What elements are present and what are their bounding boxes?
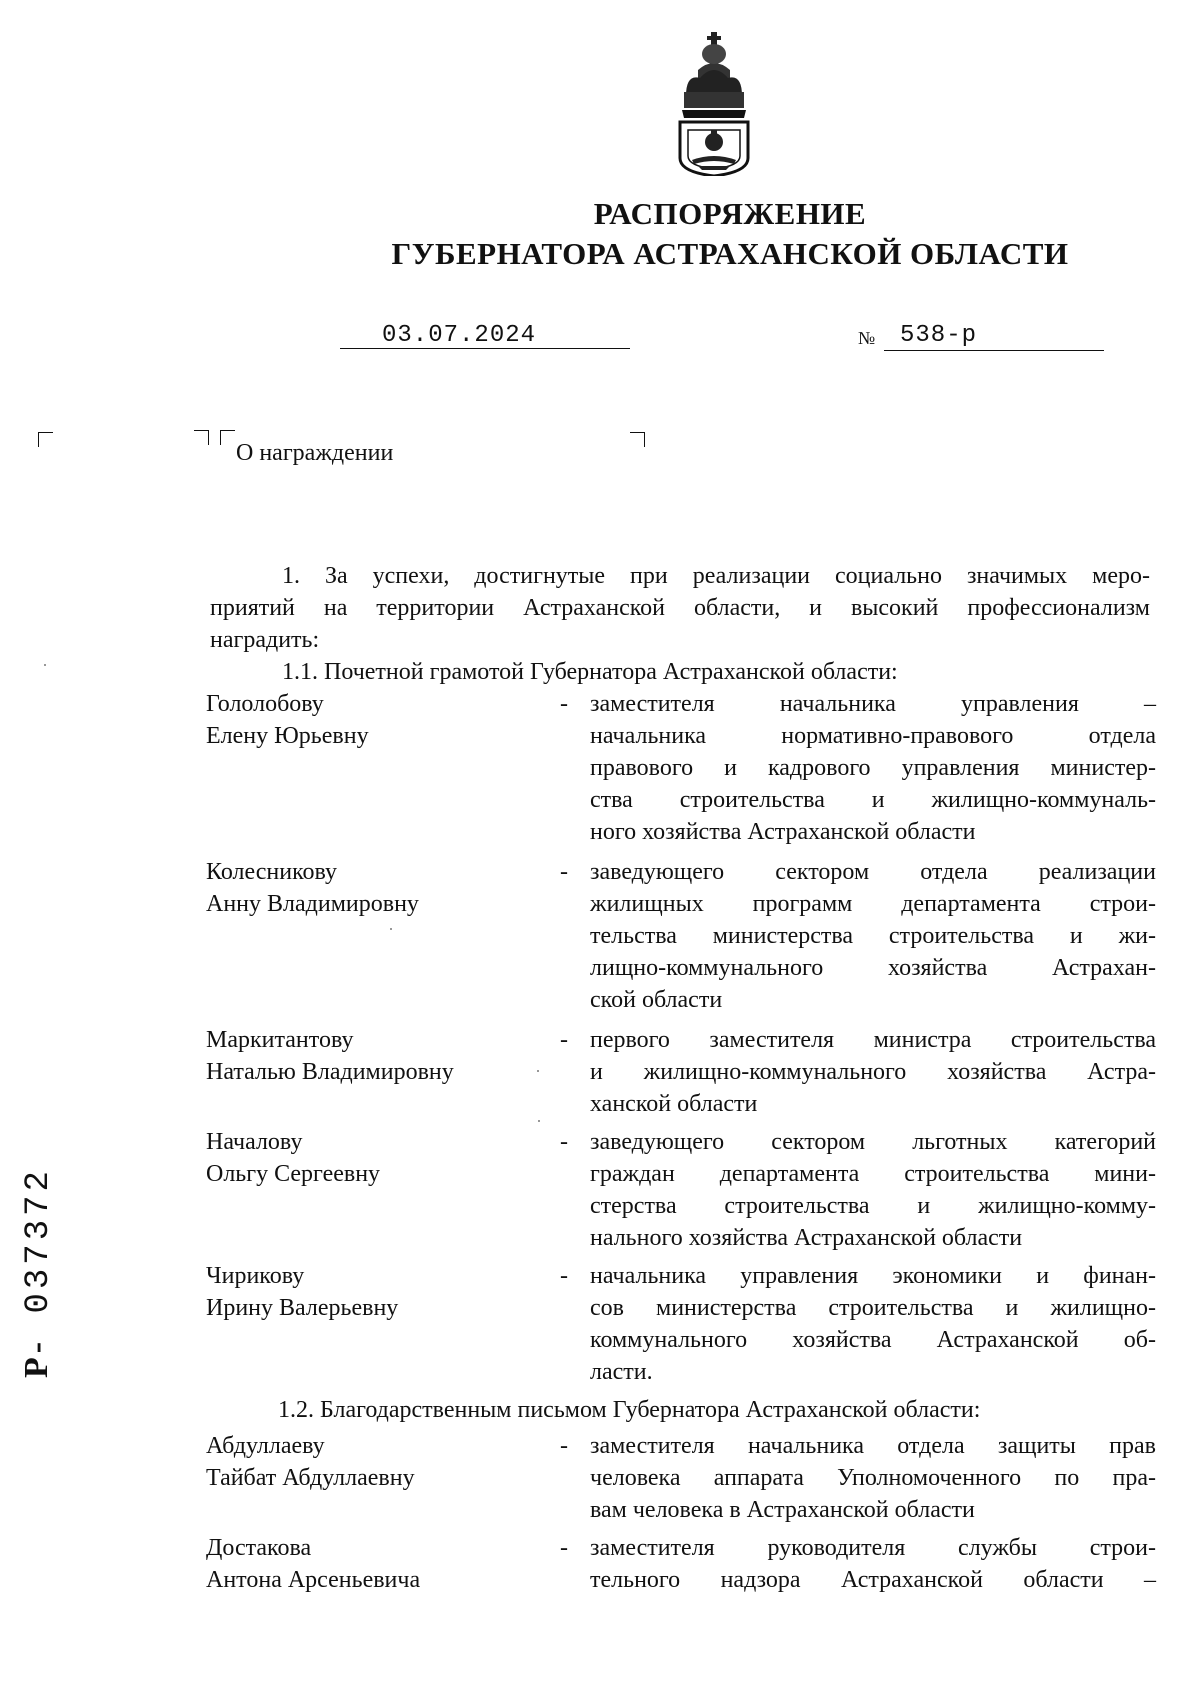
- position-line: ного хозяйства Астраханской области: [590, 819, 976, 845]
- scan-speck: [44, 664, 46, 666]
- awardee-given-name: Антона Арсеньевича: [206, 1567, 421, 1593]
- position-line: первого заместителя министра строительства: [590, 1027, 1156, 1053]
- dash-separator: -: [560, 1129, 568, 1155]
- position-line: ства строительства и жилищно-коммуналь-: [590, 787, 1156, 813]
- document-subject: О награждении: [236, 440, 394, 466]
- awardee-name: [206, 1260, 546, 1324]
- position-line: и жилищно-коммунального хозяйства Астра-: [590, 1059, 1156, 1085]
- document-date: 03.07.2024: [382, 322, 537, 349]
- awardee-given-name: Елену Юрьевну: [206, 723, 369, 749]
- number-label: №: [858, 328, 876, 348]
- paragraph-line: приятий на территории Астраханской области, и высокий профессионализм: [210, 595, 1150, 621]
- dash-separator: -: [560, 1263, 568, 1289]
- serial-prefix: Р-: [18, 1337, 55, 1378]
- awardee-position: [590, 1260, 1156, 1388]
- section-1-2-heading: 1.2. Благодарственным письмом Губернатора Астраханской области:: [278, 1397, 981, 1423]
- position-line: тельного надзора Астраханской области –: [590, 1567, 1156, 1593]
- awardee-name: [206, 1126, 546, 1190]
- awardee-position: [590, 1430, 1156, 1526]
- position-line: коммунального хозяйства Астраханской об-: [590, 1327, 1156, 1353]
- serial-digits: 037372: [20, 1167, 58, 1314]
- position-line: ласти.: [590, 1359, 653, 1385]
- subject-corner-mark: [194, 430, 209, 445]
- position-line: нального хозяйства Астраханской области: [590, 1225, 1023, 1251]
- awardee-surname: Гололобову: [206, 691, 324, 717]
- position-line: заведующего сектором отдела реализации: [590, 859, 1156, 885]
- awardee-surname: Достакова: [206, 1535, 312, 1561]
- awardee-surname: Абдуллаеву: [206, 1433, 325, 1459]
- position-line: ской области: [590, 987, 723, 1013]
- position-line: заместителя руководителя службы строи-: [590, 1535, 1156, 1561]
- number-underline: [884, 350, 1104, 351]
- margin-corner-mark: [38, 432, 53, 447]
- position-line: стерства строительства и жилищно-комму-: [590, 1193, 1156, 1219]
- scan-speck: [537, 1070, 539, 1072]
- scan-speck: [390, 928, 392, 930]
- coat-of-arms-icon: [668, 26, 760, 176]
- awardee-name: [206, 1430, 546, 1494]
- position-line: граждан департамента строительства мини-: [590, 1161, 1156, 1187]
- awardee-given-name: Тайбат Абдуллаевну: [206, 1465, 415, 1491]
- position-line: начальника управления экономики и финан-: [590, 1263, 1156, 1289]
- awardee-position: [590, 1024, 1156, 1120]
- paragraph-1: [210, 560, 1150, 656]
- position-line: человека аппарата Уполномоченного по пра-: [590, 1465, 1156, 1491]
- position-line: тельства министерства строительства и жи-: [590, 923, 1156, 949]
- position-line: заместителя начальника отдела защиты прав: [590, 1433, 1156, 1459]
- dash-separator: -: [560, 691, 568, 717]
- paragraph-line: 1. За успехи, достигнутые при реализации социально значимых меро-: [282, 563, 1150, 589]
- position-line: правового и кадрового управления министер-: [590, 755, 1156, 781]
- dash-separator: -: [560, 1535, 568, 1561]
- awardee-given-name: Наталью Владимировну: [206, 1059, 454, 1085]
- position-line: ханской области: [590, 1091, 758, 1117]
- subject-corner-mark: [630, 432, 645, 447]
- scan-speck: [538, 1120, 540, 1122]
- awardee-given-name: Анну Владимировну: [206, 891, 419, 917]
- position-line: вам человека в Астраханской области: [590, 1497, 975, 1523]
- dash-separator: -: [560, 859, 568, 885]
- issuer-heading: ГУБЕРНАТОРА АСТРАХАНСКОЙ ОБЛАСТИ: [391, 236, 1069, 271]
- awardee-position: [590, 1126, 1156, 1254]
- awardee-position: [590, 688, 1156, 848]
- awardee-name: [206, 856, 546, 920]
- awardee-given-name: Ирину Валерьевну: [206, 1295, 399, 1321]
- awardee-given-name: Ольгу Сергеевну: [206, 1161, 381, 1187]
- awardee-name: [206, 688, 546, 752]
- document-type-heading: РАСПОРЯЖЕНИЕ: [593, 196, 867, 231]
- awardee-name: [206, 1024, 546, 1088]
- position-line: начальника нормативно-правового отдела: [590, 723, 1156, 749]
- section-1-1-heading: 1.1. Почетной грамотой Губернатора Астраханской области:: [282, 659, 898, 685]
- date-underline: [340, 348, 630, 349]
- awardee-surname: Колесникову: [206, 859, 338, 885]
- dash-separator: -: [560, 1027, 568, 1053]
- position-line: жилищных программ департамента строи-: [590, 891, 1156, 917]
- position-line: сов министерства строительства и жилищно-: [590, 1295, 1156, 1321]
- awardee-name: [206, 1532, 546, 1596]
- paragraph-line: наградить:: [210, 627, 320, 653]
- document-number: 538-р: [900, 322, 978, 349]
- dash-separator: -: [560, 1433, 568, 1459]
- awardee-position: [590, 1532, 1156, 1596]
- subject-corner-mark: [220, 430, 235, 445]
- awardee-surname: Началову: [206, 1129, 303, 1155]
- position-line: лищно-коммунального хозяйства Астрахан-: [590, 955, 1156, 981]
- side-serial-number: [18, 1158, 58, 1378]
- awardee-surname: Маркитантову: [206, 1027, 354, 1053]
- awardee-surname: Чирикову: [206, 1263, 305, 1289]
- position-line: заместителя начальника управления –: [590, 691, 1156, 717]
- position-line: заведующего сектором льготных категорий: [590, 1129, 1156, 1155]
- awardee-position: [590, 856, 1156, 1016]
